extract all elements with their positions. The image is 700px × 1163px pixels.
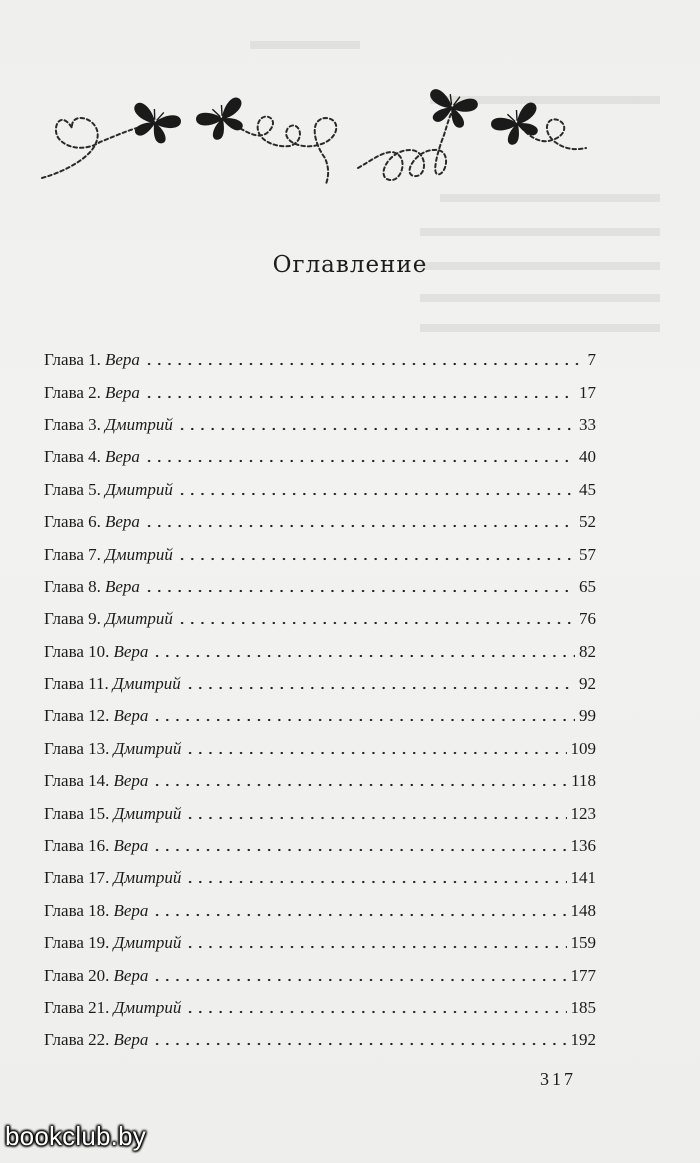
dot-leader: [177, 492, 575, 496]
chapter-narrator: Вера: [113, 836, 149, 856]
chapter-label: Глава 21.: [44, 998, 110, 1017]
toc-entry: [44, 441, 596, 473]
toc-entry: [44, 862, 596, 894]
toc-entry: [44, 344, 596, 376]
chapter-label: Глава 5.: [44, 479, 101, 499]
toc-entry: [44, 959, 596, 991]
chapter-narrator: Дмитрий: [112, 674, 181, 694]
toc-entry: [44, 668, 596, 700]
chapter-page-number: 65: [579, 576, 596, 596]
chapter-narrator: Вера: [104, 382, 140, 402]
dot-leader: [152, 783, 567, 787]
chapter-page-number: 123: [570, 803, 596, 823]
chapter-label: Глава 7.: [44, 544, 101, 564]
chapter-narrator: Дмитрий: [104, 414, 173, 434]
butterfly-icon: [126, 101, 183, 147]
chapter-narrator: Вера: [104, 512, 140, 532]
chapter-narrator: Дмитрий: [104, 479, 173, 499]
chapter-page-number: 192: [570, 1030, 596, 1050]
chapter-narrator: Дмитрий: [113, 803, 182, 823]
dot-leader: [152, 978, 566, 982]
chapter-label: Глава 17.: [44, 868, 110, 888]
chapter-page-number: 7: [587, 350, 596, 370]
toc-entry: [44, 474, 596, 506]
chapter-label: Глава 20.: [44, 965, 110, 985]
chapter-narrator: Дмитрий: [104, 544, 173, 564]
chapter-page-number: 177: [570, 965, 596, 985]
dot-leader: [185, 816, 566, 820]
chapter-narrator: Вера: [104, 576, 140, 596]
toc-entry: [44, 700, 596, 732]
chapter-narrator: Дмитрий: [113, 738, 182, 758]
chapter-label: Глава 10.: [44, 641, 110, 661]
chapter-narrator: Дмитрий: [104, 609, 173, 629]
chapter-narrator: Вера: [104, 447, 140, 467]
toc-entry: [44, 603, 596, 635]
chapter-narrator: Вера: [104, 350, 140, 370]
toc-entry: [44, 636, 596, 668]
table-of-contents: [44, 344, 596, 1057]
header-ornament: [0, 0, 700, 230]
toc-entry: [44, 506, 596, 538]
dot-leader: [144, 362, 584, 366]
dot-leader: [185, 1010, 566, 1014]
chapter-page-number: 76: [579, 609, 596, 629]
chapter-page-number: 185: [570, 998, 596, 1017]
dot-leader: [177, 557, 575, 561]
chapter-narrator: Вера: [113, 641, 149, 661]
toc-entry: [44, 409, 596, 441]
toc-entry: [44, 538, 596, 570]
dot-leader: [152, 913, 566, 917]
chapter-page-number: 82: [579, 641, 596, 661]
chapter-label: Глава 1.: [44, 350, 101, 370]
chapter-label: Глава 3.: [44, 414, 101, 434]
dot-leader: [185, 945, 566, 949]
chapter-page-number: 52: [579, 512, 596, 532]
chapter-label: Глава 14.: [44, 771, 110, 791]
chapter-page-number: 33: [579, 414, 596, 434]
chapter-label: Глава 2.: [44, 382, 101, 402]
chapter-page-number: 17: [579, 382, 596, 402]
butterfly-icon: [424, 88, 479, 131]
butterfly-icon: [194, 96, 252, 145]
chapter-page-number: 109: [570, 738, 596, 758]
toc-entry: [44, 1024, 596, 1056]
chapter-label: Глава 9.: [44, 609, 101, 629]
chapter-label: Глава 19.: [44, 933, 110, 953]
toc-entry: [44, 992, 596, 1024]
chapter-page-number: 148: [570, 900, 596, 920]
dot-leader: [185, 751, 566, 755]
chapter-label: Глава 11.: [44, 674, 109, 694]
chapter-narrator: Вера: [113, 1030, 149, 1050]
dot-leader: [152, 654, 575, 658]
watermark: bookclub.by: [5, 1121, 146, 1151]
chapter-page-number: 40: [579, 447, 596, 467]
chapter-label: Глава 15.: [44, 803, 110, 823]
toc-entry: [44, 571, 596, 603]
chapter-page-number: 141: [570, 868, 596, 888]
dot-leader: [152, 1042, 566, 1046]
toc-heading: Оглавление: [272, 252, 428, 278]
chapter-label: Глава 8.: [44, 576, 101, 596]
toc-entry: [44, 376, 596, 408]
page-number: 317: [540, 1069, 576, 1089]
chapter-narrator: Вера: [113, 706, 149, 726]
dot-leader: [177, 621, 575, 625]
chapter-narrator: Вера: [113, 965, 149, 985]
chapter-page-number: 99: [579, 706, 596, 726]
chapter-label: Глава 4.: [44, 447, 101, 467]
dot-leader: [144, 459, 575, 463]
chapter-page-number: 92: [579, 674, 596, 694]
toc-entry: [44, 927, 596, 959]
chapter-page-number: 136: [570, 836, 596, 856]
toc-entry: [44, 830, 596, 862]
dot-leader: [152, 718, 575, 722]
dot-leader: [185, 686, 575, 690]
chapter-label: Глава 13.: [44, 738, 110, 758]
chapter-narrator: Вера: [113, 771, 149, 791]
chapter-page-number: 159: [570, 933, 596, 953]
butterfly-icon: [489, 101, 547, 150]
chapter-narrator: Дмитрий: [113, 998, 182, 1017]
dot-leader: [144, 395, 575, 399]
chapter-page-number: 57: [579, 544, 596, 564]
chapter-narrator: Вера: [113, 900, 149, 920]
dot-leader: [177, 427, 575, 431]
dot-leader: [144, 524, 575, 528]
chapter-label: Глава 22.: [44, 1030, 110, 1050]
toc-entry: [44, 797, 596, 829]
chapter-page-number: 118: [571, 771, 596, 791]
chapter-narrator: Дмитрий: [113, 868, 182, 888]
chapter-label: Глава 18.: [44, 900, 110, 920]
chapter-label: Глава 12.: [44, 706, 110, 726]
chapter-label: Глава 6.: [44, 512, 101, 532]
dot-leader: [185, 880, 566, 884]
toc-entry: [44, 733, 596, 765]
toc-entry: [44, 765, 596, 797]
chapter-page-number: 45: [579, 479, 596, 499]
chapter-narrator: Дмитрий: [113, 933, 182, 953]
toc-entry: [44, 895, 596, 927]
dot-leader: [152, 848, 566, 852]
chapter-label: Глава 16.: [44, 836, 110, 856]
dot-leader: [144, 589, 575, 593]
